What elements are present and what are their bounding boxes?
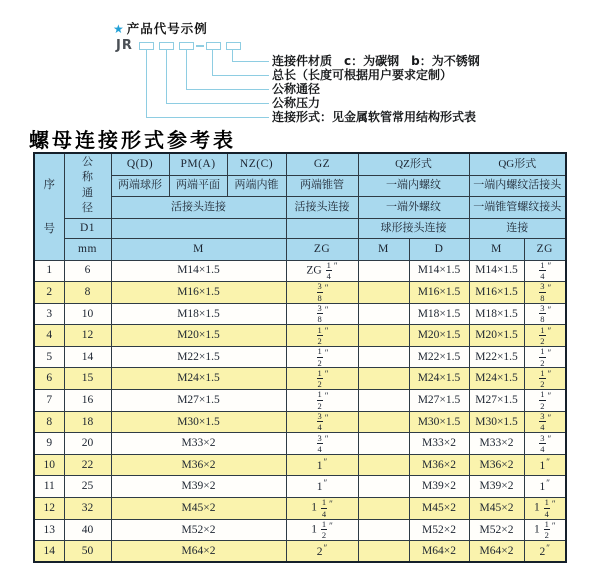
cell-m-thread: M14×1.5 bbox=[111, 260, 286, 282]
cell-qg-zg: $\frac{3}{8}$ ″ bbox=[524, 282, 566, 304]
cell-qz-d: M18×1.5 bbox=[409, 303, 469, 325]
header-connection: 连接 bbox=[469, 218, 566, 238]
header-row-number: 序号 bbox=[34, 153, 64, 260]
cell-m-thread: M45×2 bbox=[111, 498, 286, 520]
cell-mm: 25 bbox=[64, 476, 111, 498]
cell-qg-zg: $\frac{1}{4}$ ″ bbox=[524, 260, 566, 282]
cell-qg-zg: 1 $\frac{1}{2}$ ″ bbox=[524, 519, 566, 541]
code-box-3 bbox=[179, 42, 194, 50]
cell-zg-thread: 1 $\frac{1}{4}$ ″ bbox=[286, 498, 358, 520]
cell-row-number: 7 bbox=[34, 390, 64, 412]
cell-qg-zg: $\frac{3}{4}$ ″ bbox=[524, 411, 566, 433]
cell-zg-thread: 1 $\frac{1}{2}$ ″ bbox=[286, 519, 358, 541]
cell-qg-m: M14×1.5 bbox=[469, 260, 524, 282]
cell-m-thread: M36×2 bbox=[111, 454, 286, 476]
cell-qz-m bbox=[358, 541, 409, 563]
header-qg-form: QG形式 bbox=[469, 153, 566, 175]
cell-row-number: 11 bbox=[34, 476, 64, 498]
cell-zg-thread: 1″ bbox=[286, 454, 358, 476]
cell-qg-m: M30×1.5 bbox=[469, 411, 524, 433]
diagram-title bbox=[113, 19, 208, 37]
cell-qg-zg: 1 $\frac{1}{4}$ ″ bbox=[524, 498, 566, 520]
cell-row-number: 12 bbox=[34, 498, 64, 520]
cell-mm: 10 bbox=[64, 303, 111, 325]
cell-row-number: 10 bbox=[34, 454, 64, 476]
table-row bbox=[34, 325, 566, 347]
cell-row-number: 8 bbox=[34, 411, 64, 433]
code-box-2 bbox=[159, 42, 174, 50]
code-prefix: JR bbox=[116, 38, 133, 53]
header-pm-desc: 两端平面 bbox=[169, 175, 227, 196]
code-box-1 bbox=[139, 42, 154, 50]
cell-row-number: 6 bbox=[34, 368, 64, 390]
cell-m-thread: M22×1.5 bbox=[111, 346, 286, 368]
header-qz-m-unit: M bbox=[358, 238, 409, 260]
table-row bbox=[34, 282, 566, 304]
header-nz-desc: 两端内锥 bbox=[227, 175, 286, 196]
table-row bbox=[34, 498, 566, 520]
cell-qz-m bbox=[358, 454, 409, 476]
cell-zg-thread: ZG $\frac{1}{4}$ ″ bbox=[286, 260, 358, 282]
cell-qg-m: M16×1.5 bbox=[469, 282, 524, 304]
cell-qg-zg: 1″ bbox=[524, 476, 566, 498]
cell-qg-m: M45×2 bbox=[469, 498, 524, 520]
cell-qz-d: M20×1.5 bbox=[409, 325, 469, 347]
table-row bbox=[34, 368, 566, 390]
cell-qz-m bbox=[358, 325, 409, 347]
code-box-4 bbox=[206, 42, 221, 50]
cell-qz-d: M27×1.5 bbox=[409, 390, 469, 412]
header-qg-m-unit: M bbox=[469, 238, 524, 260]
cell-m-thread: M52×2 bbox=[111, 519, 286, 541]
code-label-diameter: 公称通径 bbox=[272, 82, 321, 96]
cell-qz-m bbox=[358, 498, 409, 520]
cell-m-thread: M39×2 bbox=[111, 476, 286, 498]
cell-row-number: 1 bbox=[34, 260, 64, 282]
cell-qg-m: M52×2 bbox=[469, 519, 524, 541]
table-row bbox=[34, 303, 566, 325]
cell-m-thread: M20×1.5 bbox=[111, 325, 286, 347]
cell-qz-d: M52×2 bbox=[409, 519, 469, 541]
cell-row-number: 9 bbox=[34, 433, 64, 455]
cell-row-number: 3 bbox=[34, 303, 64, 325]
star-icon: ★ bbox=[113, 22, 125, 36]
cell-mm: 16 bbox=[64, 390, 111, 412]
header-m-unit: M bbox=[111, 238, 286, 260]
cell-zg-thread: $\frac{1}{2}$ ″ bbox=[286, 346, 358, 368]
cell-qz-m bbox=[358, 411, 409, 433]
header-qz-d-unit: D bbox=[409, 238, 469, 260]
cell-zg-thread: 2″ bbox=[286, 541, 358, 563]
cell-m-thread: M16×1.5 bbox=[111, 282, 286, 304]
cell-qg-m: M64×2 bbox=[469, 541, 524, 563]
cell-qz-d: M14×1.5 bbox=[409, 260, 469, 282]
code-label-connection: 连接形式：见金属软管常用结构形式表 bbox=[272, 110, 477, 124]
header-qz-desc: 一端内螺纹 bbox=[358, 175, 469, 196]
cell-qz-m bbox=[358, 476, 409, 498]
cell-m-thread: M18×1.5 bbox=[111, 303, 286, 325]
header-ball-joint-connection: 球形接头连接 bbox=[358, 218, 469, 238]
header-qg-zg-unit: ZG bbox=[524, 238, 566, 260]
cell-qz-d: M64×2 bbox=[409, 541, 469, 563]
header-union-connection: 活接头连接 bbox=[111, 196, 286, 218]
cell-qz-m bbox=[358, 346, 409, 368]
header-zg-unit: ZG bbox=[286, 238, 358, 260]
cell-qg-m: M18×1.5 bbox=[469, 303, 524, 325]
header-qg-taper: 一端锥管螺纹接头 bbox=[469, 196, 566, 218]
cell-zg-thread: $\frac{3}{8}$ ″ bbox=[286, 303, 358, 325]
cell-m-thread: M64×2 bbox=[111, 541, 286, 563]
cell-qz-d: M45×2 bbox=[409, 498, 469, 520]
cell-m-thread: M24×1.5 bbox=[111, 368, 286, 390]
table-row bbox=[34, 541, 566, 563]
cell-qg-m: M33×2 bbox=[469, 433, 524, 455]
header-gz-union: 活接头连接 bbox=[286, 196, 358, 218]
cell-qg-zg: $\frac{1}{2}$ ″ bbox=[524, 390, 566, 412]
cell-qz-m bbox=[358, 519, 409, 541]
cell-zg-thread: 1″ bbox=[286, 476, 358, 498]
cell-qz-m bbox=[358, 433, 409, 455]
cell-mm: 15 bbox=[64, 368, 111, 390]
header-qz-form: QZ形式 bbox=[358, 153, 469, 175]
cell-qz-m bbox=[358, 390, 409, 412]
cell-qg-m: M20×1.5 bbox=[469, 325, 524, 347]
cell-row-number: 13 bbox=[34, 519, 64, 541]
cell-zg-thread: $\frac{3}{8}$ ″ bbox=[286, 282, 358, 304]
header-gz-desc: 两端锥管 bbox=[286, 175, 358, 196]
cell-qz-d: M39×2 bbox=[409, 476, 469, 498]
table-row bbox=[34, 390, 566, 412]
table-title: 螺母连接形式参考表 bbox=[29, 130, 236, 152]
connector-line-5 bbox=[146, 50, 269, 118]
cell-mm: 8 bbox=[64, 282, 111, 304]
cell-mm: 50 bbox=[64, 541, 111, 563]
cell-zg-thread: $\frac{1}{2}$ ″ bbox=[286, 325, 358, 347]
cell-mm: 6 bbox=[64, 260, 111, 282]
cell-qz-d: M16×1.5 bbox=[409, 282, 469, 304]
header-pm: PM(A) bbox=[169, 153, 227, 175]
table-row bbox=[34, 260, 566, 282]
cell-qz-d: M36×2 bbox=[409, 454, 469, 476]
cell-m-thread: M33×2 bbox=[111, 433, 286, 455]
cell-mm: 14 bbox=[64, 346, 111, 368]
header-qg-desc: 一端内螺纹活接头 bbox=[469, 175, 566, 196]
cell-qg-zg: $\frac{3}{8}$ ″ bbox=[524, 303, 566, 325]
cell-mm: 22 bbox=[64, 454, 111, 476]
table-row bbox=[34, 411, 566, 433]
cell-qg-m: M24×1.5 bbox=[469, 368, 524, 390]
table-row bbox=[34, 454, 566, 476]
cell-qz-m bbox=[358, 303, 409, 325]
cell-qz-m bbox=[358, 260, 409, 282]
cell-qz-d: M24×1.5 bbox=[409, 368, 469, 390]
header-q-desc: 两端球形 bbox=[111, 175, 169, 196]
cell-qg-m: M36×2 bbox=[469, 454, 524, 476]
cell-row-number: 5 bbox=[34, 346, 64, 368]
cell-zg-thread: $\frac{1}{2}$ ″ bbox=[286, 390, 358, 412]
cell-zg-thread: $\frac{1}{2}$ ″ bbox=[286, 368, 358, 390]
header-q: Q(D) bbox=[111, 153, 169, 175]
cell-qg-zg: 1″ bbox=[524, 454, 566, 476]
cell-qg-zg: 2″ bbox=[524, 541, 566, 563]
cell-m-thread: M30×1.5 bbox=[111, 411, 286, 433]
cell-qg-m: M27×1.5 bbox=[469, 390, 524, 412]
header-gz: GZ bbox=[286, 153, 358, 175]
cell-mm: 12 bbox=[64, 325, 111, 347]
cell-qg-zg: $\frac{1}{2}$ ″ bbox=[524, 368, 566, 390]
cell-qg-m: M22×1.5 bbox=[469, 346, 524, 368]
diagram-title-text: 产品代号示例 bbox=[126, 21, 208, 36]
header-blank-left bbox=[111, 218, 286, 238]
header-d1: D1 bbox=[64, 218, 111, 238]
cell-qg-zg: $\frac{3}{4}$ ″ bbox=[524, 433, 566, 455]
cell-qz-d: M22×1.5 bbox=[409, 346, 469, 368]
cell-zg-thread: $\frac{3}{4}$ ″ bbox=[286, 433, 358, 455]
nut-connection-reference-table bbox=[33, 152, 567, 563]
code-dash bbox=[196, 45, 204, 47]
cell-row-number: 4 bbox=[34, 325, 64, 347]
cell-m-thread: M27×1.5 bbox=[111, 390, 286, 412]
cell-qz-m bbox=[358, 368, 409, 390]
cell-qz-d: M30×1.5 bbox=[409, 411, 469, 433]
table-row bbox=[34, 476, 566, 498]
cell-qg-zg: $\frac{1}{2}$ ″ bbox=[524, 346, 566, 368]
header-mm: mm bbox=[64, 238, 111, 260]
table-row bbox=[34, 433, 566, 455]
table-header bbox=[34, 153, 566, 260]
table-row bbox=[34, 519, 566, 541]
code-box-5 bbox=[226, 42, 241, 50]
table-body bbox=[34, 260, 566, 562]
cell-mm: 32 bbox=[64, 498, 111, 520]
cell-row-number: 14 bbox=[34, 541, 64, 563]
cell-row-number: 2 bbox=[34, 282, 64, 304]
cell-mm: 18 bbox=[64, 411, 111, 433]
cell-qz-m bbox=[358, 282, 409, 304]
cell-qz-d: M33×2 bbox=[409, 433, 469, 455]
code-label-length: 总长（长度可根据用户要求定制） bbox=[272, 68, 453, 82]
header-nominal-diameter: 公称通径 bbox=[64, 153, 111, 218]
table-row bbox=[34, 346, 566, 368]
code-label-material: 连接件材质 c：为碳钢 b：为不锈钢 bbox=[272, 54, 480, 68]
header-nz: NZ(C) bbox=[227, 153, 286, 175]
code-label-pressure: 公称压力 bbox=[272, 96, 321, 110]
header-blank-gz bbox=[286, 218, 358, 238]
header-qz-external: 一端外螺纹 bbox=[358, 196, 469, 218]
cell-mm: 40 bbox=[64, 519, 111, 541]
cell-qg-zg: $\frac{1}{2}$ ″ bbox=[524, 325, 566, 347]
cell-mm: 20 bbox=[64, 433, 111, 455]
cell-zg-thread: $\frac{3}{4}$ ″ bbox=[286, 411, 358, 433]
cell-qg-m: M39×2 bbox=[469, 476, 524, 498]
